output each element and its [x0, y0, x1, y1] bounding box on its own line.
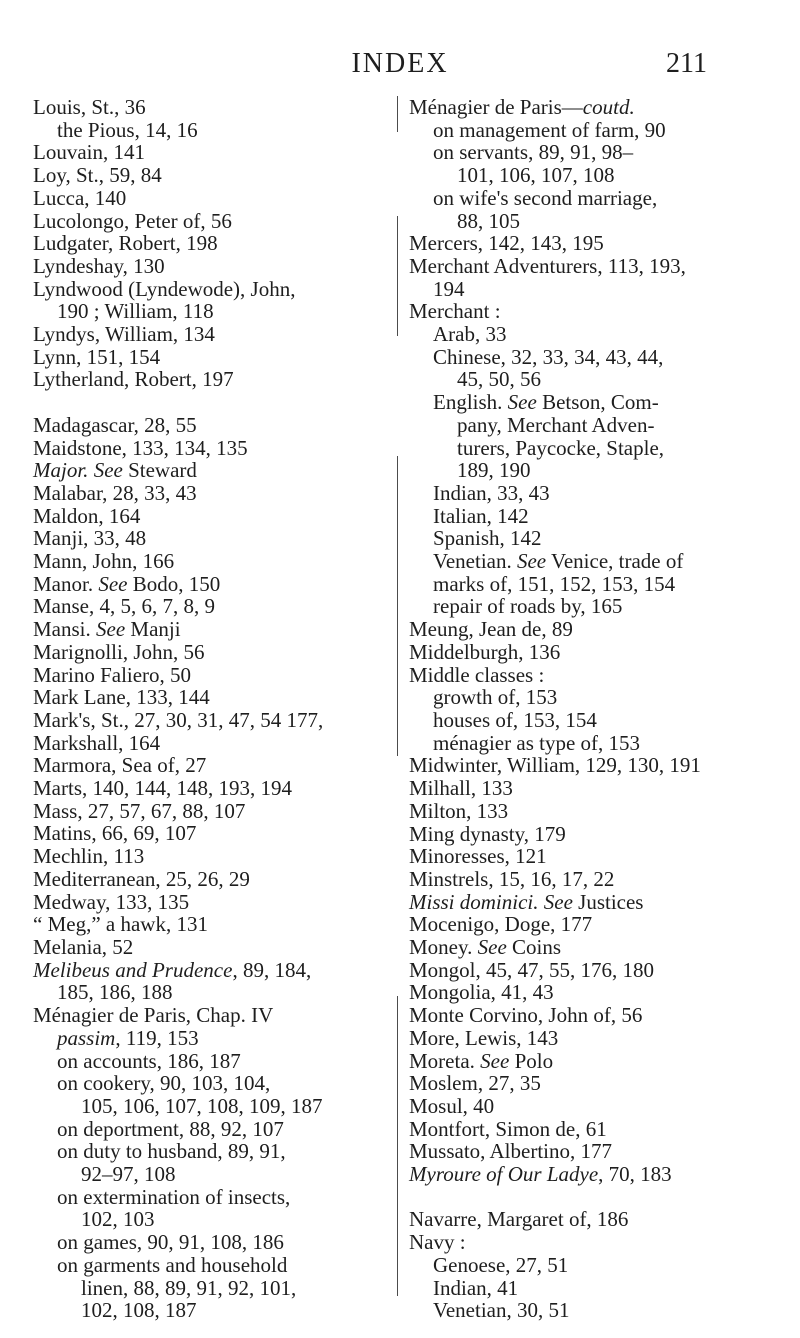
index-entry: Mechlin, 113: [33, 844, 145, 869]
index-entry: Loy, St., 59, 84: [33, 163, 162, 188]
index-subentry: passim, 119, 153: [57, 1025, 199, 1050]
index-subentry: on wife's second marriage,: [433, 185, 658, 210]
index-subentry: 88, 105: [457, 208, 520, 233]
index-subentry: pany, Merchant Adven-: [457, 412, 655, 437]
index-subentry: on cookery, 90, 103, 104,: [57, 1071, 271, 1096]
index-entry: Middle classes :: [409, 662, 545, 687]
index-entry: Louvain, 141: [33, 140, 145, 165]
index-entry: Minstrels, 15, 16, 17, 22: [409, 866, 615, 891]
index-subentry: Venetian. See Venice, trade of: [433, 549, 684, 574]
index-subentry: on management of farm, 90: [433, 117, 666, 142]
index-entry: Meung, Jean de, 89: [409, 617, 573, 642]
index-entry: Lyndys, William, 134: [33, 322, 215, 347]
index-entry: “ Meg,” a hawk, 131: [33, 912, 208, 937]
index-entry: Milton, 133: [409, 798, 509, 823]
index-subentry: on servants, 89, 91, 98–: [433, 140, 634, 165]
running-title: INDEX: [351, 48, 449, 79]
index-entry: Ludgater, Robert, 198: [33, 231, 218, 256]
index-subentry: 189, 190: [457, 458, 531, 483]
index-subentry: marks of, 151, 152, 153, 154: [433, 571, 676, 596]
index-subentry: ménagier as type of, 153: [433, 730, 641, 755]
index-entry: Merchant :: [409, 299, 501, 324]
index-subentry: 101, 106, 107, 108: [457, 163, 615, 188]
index-entry: Mass, 27, 57, 67, 88, 107: [33, 798, 246, 823]
index-entry: Mark's, St., 27, 30, 31, 47, 54 177,: [33, 707, 324, 732]
index-subentry: on duty to husband, 89, 91,: [57, 1139, 286, 1164]
index-subentry: houses of, 153, 154: [433, 707, 597, 732]
index-subentry: turers, Paycocke, Staple,: [457, 435, 665, 460]
index-entry: Marts, 140, 144, 148, 193, 194: [33, 776, 292, 801]
index-entry: Moreta. See Polo: [409, 1048, 554, 1073]
index-subentry: on garments and household: [57, 1252, 288, 1277]
index-entry: Marmora, Sea of, 27: [33, 753, 207, 778]
index-subentry: 185, 186, 188: [57, 980, 173, 1005]
index-entry: Ménagier de Paris—coutd.: [409, 95, 635, 119]
index-subentry: Venetian, 30, 51: [433, 1298, 570, 1323]
index-subentry: 92–97, 108: [81, 1162, 176, 1187]
index-entry: Monte Corvino, John of, 56: [409, 1003, 643, 1028]
index-entry: Mussato, Albertino, 177: [409, 1139, 612, 1164]
index-entry: Melania, 52: [33, 935, 134, 959]
index-subentry: 102, 108, 187: [81, 1298, 197, 1323]
index-entry: Medway, 133, 135: [33, 889, 190, 914]
index-entry: Manse, 4, 5, 6, 7, 8, 9: [33, 594, 215, 619]
index-entry: Markshall, 164: [33, 730, 161, 755]
index-entry: Mocenigo, Doge, 177: [409, 912, 593, 937]
column-divider: [397, 96, 398, 1296]
index-subentry: linen, 88, 89, 91, 92, 101,: [81, 1275, 297, 1300]
index-entry: Lyndeshay, 130: [33, 253, 165, 278]
index-subentry: 45, 50, 56: [457, 367, 541, 392]
index-entry: Manor. See Bodo, 150: [33, 571, 221, 596]
index-entry: Midwinter, William, 129, 130, 191: [409, 753, 701, 778]
index-subentry: the Pious, 14, 16: [57, 117, 198, 142]
index-entry: More, Lewis, 143: [409, 1025, 559, 1050]
index-entry: Malabar, 28, 33, 43: [33, 480, 197, 505]
index-entry: Minoresses, 121: [409, 844, 547, 869]
index-subentry: 105, 106, 107, 108, 109, 187: [81, 1093, 323, 1118]
index-subentry: on accounts, 186, 187: [57, 1048, 241, 1073]
index-entry: Lynn, 151, 154: [33, 344, 161, 369]
index-subentry: repair of roads by, 165: [433, 594, 623, 619]
index-entry: Mark Lane, 133, 144: [33, 685, 210, 710]
index-entry: Mansi. See Manji: [33, 617, 181, 642]
index-entry: Mongolia, 41, 43: [409, 980, 554, 1005]
page-header: [0, 44, 800, 84]
index-entry: Mosul, 40: [409, 1093, 495, 1118]
index-column-right: [409, 96, 779, 1322]
index-entry: Myroure of Our Ladye, 70, 183: [409, 1162, 672, 1187]
index-entry: Lucolongo, Peter of, 56: [33, 208, 232, 233]
index-entry: Matins, 66, 69, 107: [33, 821, 197, 846]
index-entry: Missi dominici. See Justices: [409, 889, 644, 914]
index-entry: Mann, John, 166: [33, 549, 175, 574]
index-subentry: Chinese, 32, 33, 34, 43, 44,: [433, 344, 664, 369]
index-subentry: Genoese, 27, 51: [433, 1252, 569, 1277]
index-entry: Ming dynasty, 179: [409, 821, 566, 846]
index-entry: Manji, 33, 48: [33, 526, 147, 551]
index-entry: Marino Faliero, 50: [33, 662, 192, 687]
index-entry: Merchant Adventurers, 113, 193,: [409, 253, 686, 278]
index-entry: Mercers, 142, 143, 195: [409, 231, 604, 256]
index-entry: Mongol, 45, 47, 55, 176, 180: [409, 957, 655, 982]
index-entry: Milhall, 133: [409, 776, 513, 801]
index-subentry: 190 ; William, 118: [57, 299, 214, 324]
index-subentry: Indian, 41: [433, 1275, 519, 1300]
index-entry: Lucca, 140: [33, 185, 127, 210]
index-entry: Lytherland, Robert, 197: [33, 367, 234, 392]
index-entry: Marignolli, John, 56: [33, 639, 205, 664]
index-entry: Navarre, Margaret of, 186: [409, 1207, 629, 1232]
index-entry: Ménagier de Paris, Chap. IV: [33, 1003, 274, 1028]
page-number: 211: [666, 48, 707, 79]
index-subentry: Italian, 142: [433, 503, 529, 528]
index-subentry: 102, 103: [81, 1207, 155, 1232]
index-subentry: on extermination of insects,: [57, 1184, 291, 1209]
index-entry: Money. See Coins: [409, 935, 562, 960]
index-subentry: Spanish, 142: [433, 526, 542, 551]
index-subentry: on games, 90, 91, 108, 186: [57, 1230, 284, 1255]
index-column-left: [33, 96, 393, 1322]
index-entry: Montfort, Simon de, 61: [409, 1116, 607, 1141]
index-subentry: 194: [433, 276, 465, 301]
index-subentry: on deportment, 88, 92, 107: [57, 1116, 284, 1141]
index-subentry: growth of, 153: [433, 685, 558, 710]
index-subentry: English. See Betson, Com-: [433, 390, 659, 415]
index-entry: Moslem, 27, 35: [409, 1071, 541, 1096]
index-entry: Major. See Steward: [33, 458, 197, 483]
index-entry: Maidstone, 133, 134, 135: [33, 435, 248, 460]
index-entry: Madagascar, 28, 55: [33, 412, 197, 437]
index-entry: Navy :: [409, 1230, 466, 1255]
index-entry: Middelburgh, 136: [409, 639, 561, 664]
index-subentry: Indian, 33, 43: [433, 480, 550, 505]
index-entry: Mediterranean, 25, 26, 29: [33, 866, 250, 891]
index-subentry: Arab, 33: [433, 322, 507, 347]
index-entry: Louis, St., 36: [33, 95, 146, 119]
index-entry: Lyndwood (Lyndewode), John,: [33, 276, 296, 301]
index-entry: Maldon, 164: [33, 503, 141, 528]
index-entry: Melibeus and Prudence, 89, 184,: [33, 957, 312, 982]
